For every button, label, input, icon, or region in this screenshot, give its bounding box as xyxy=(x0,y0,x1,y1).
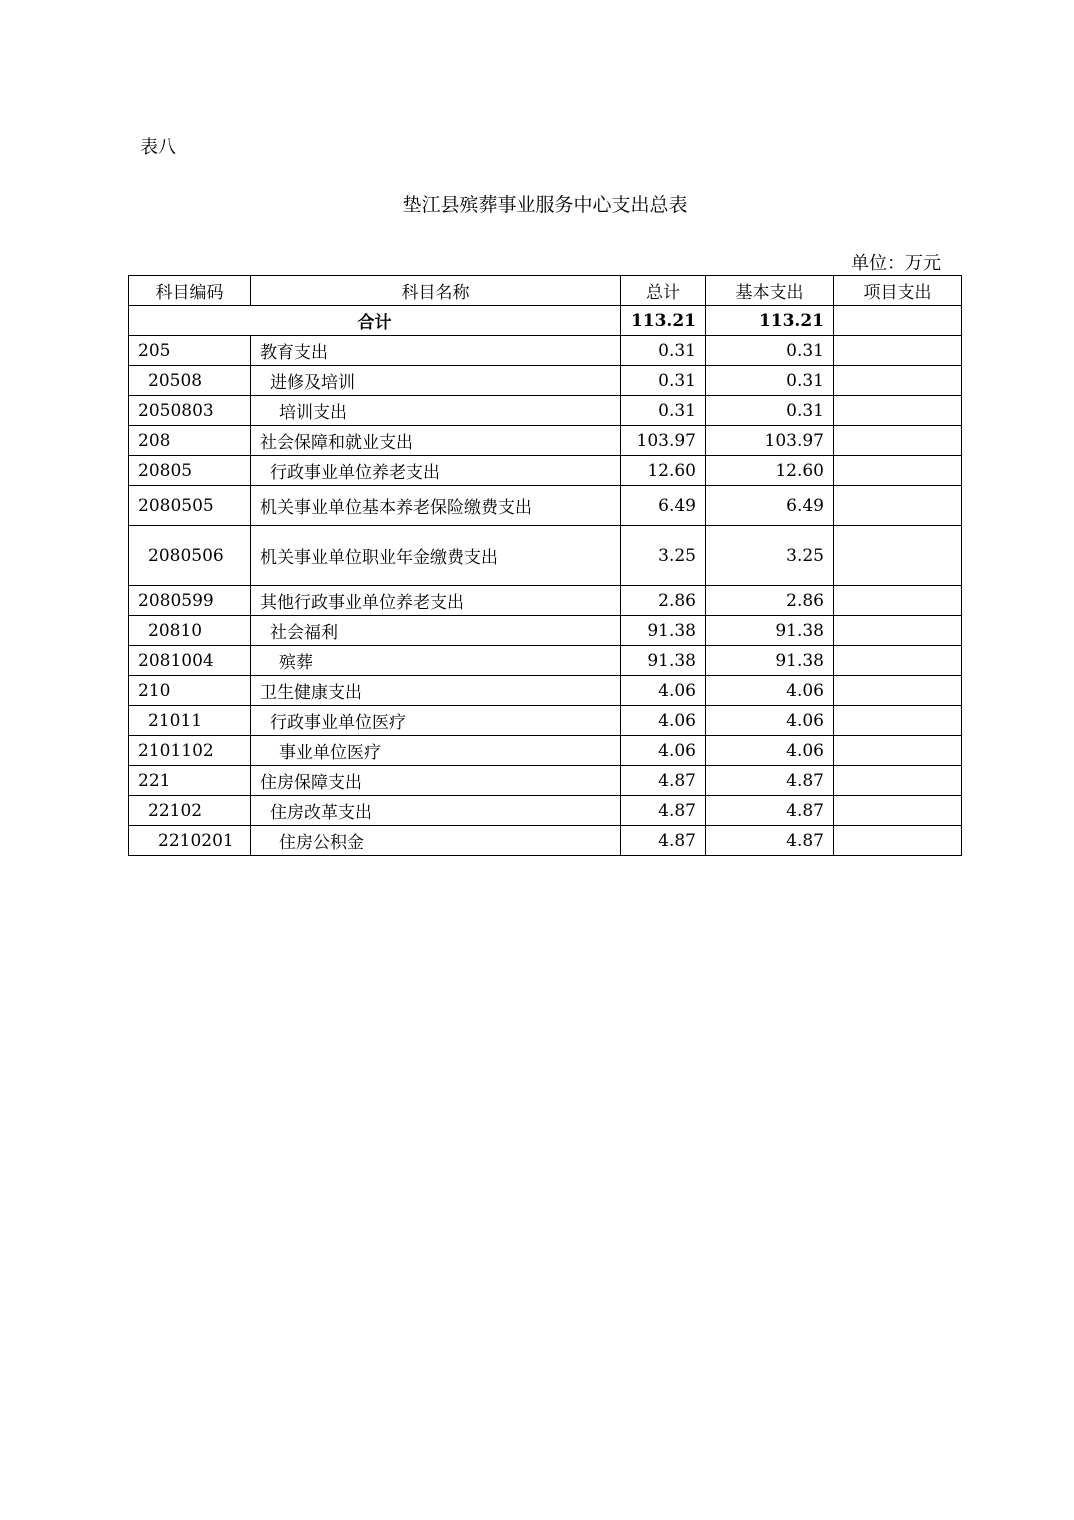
row-total: 4.87 xyxy=(621,766,706,796)
table-row xyxy=(129,676,962,706)
row-project xyxy=(834,586,962,616)
row-name: 社会保障和就业支出 xyxy=(251,426,621,456)
row-basic: 4.06 xyxy=(706,706,834,736)
row-code: 20508 xyxy=(129,366,251,396)
row-code: 208 xyxy=(129,426,251,456)
row-name: 机关事业单位基本养老保险缴费支出 xyxy=(251,486,621,526)
row-total: 4.87 xyxy=(621,796,706,826)
row-name: 殡葬 xyxy=(251,646,621,676)
row-total: 4.06 xyxy=(621,706,706,736)
row-project xyxy=(834,826,962,856)
row-basic: 4.06 xyxy=(706,736,834,766)
row-basic: 3.25 xyxy=(706,526,834,586)
total-basic: 113.21 xyxy=(706,306,834,336)
row-project xyxy=(834,396,962,426)
row-code: 2080599 xyxy=(129,586,251,616)
table-row xyxy=(129,366,962,396)
expense-summary-table xyxy=(128,275,962,856)
row-basic: 0.31 xyxy=(706,336,834,366)
row-project xyxy=(834,766,962,796)
table-row xyxy=(129,586,962,616)
header-name: 科目名称 xyxy=(251,276,621,306)
header-basic: 基本支出 xyxy=(706,276,834,306)
row-total: 4.06 xyxy=(621,676,706,706)
table-row xyxy=(129,796,962,826)
table-row xyxy=(129,426,962,456)
table-row xyxy=(129,396,962,426)
table-row xyxy=(129,456,962,486)
row-name: 行政事业单位医疗 xyxy=(251,706,621,736)
row-project xyxy=(834,706,962,736)
row-basic: 12.60 xyxy=(706,456,834,486)
row-code: 2210201 xyxy=(129,826,251,856)
row-name: 住房公积金 xyxy=(251,826,621,856)
row-name: 机关事业单位职业年金缴费支出 xyxy=(251,526,621,586)
document-title: 垫江县殡葬事业服务中心支出总表 xyxy=(402,194,688,216)
row-basic: 91.38 xyxy=(706,616,834,646)
table-row xyxy=(129,336,962,366)
row-total: 91.38 xyxy=(621,616,706,646)
total-label: 合计 xyxy=(129,306,621,336)
row-code: 2080506 xyxy=(129,526,251,586)
table-row xyxy=(129,486,962,526)
row-name: 进修及培训 xyxy=(251,366,621,396)
row-total: 2.86 xyxy=(621,586,706,616)
row-basic: 4.87 xyxy=(706,826,834,856)
row-name: 社会福利 xyxy=(251,616,621,646)
total-sum: 113.21 xyxy=(621,306,706,336)
row-code: 21011 xyxy=(129,706,251,736)
row-basic: 91.38 xyxy=(706,646,834,676)
table-row xyxy=(129,766,962,796)
row-project xyxy=(834,526,962,586)
total-project xyxy=(834,306,962,336)
row-code: 22102 xyxy=(129,796,251,826)
row-basic: 4.87 xyxy=(706,766,834,796)
row-code: 20805 xyxy=(129,456,251,486)
header-total: 总计 xyxy=(621,276,706,306)
table-row xyxy=(129,526,962,586)
table-row xyxy=(129,826,962,856)
header-project: 项目支出 xyxy=(834,276,962,306)
row-code: 205 xyxy=(129,336,251,366)
row-basic: 0.31 xyxy=(706,366,834,396)
row-project xyxy=(834,486,962,526)
row-project xyxy=(834,456,962,486)
row-total: 3.25 xyxy=(621,526,706,586)
row-name: 住房改革支出 xyxy=(251,796,621,826)
table-row xyxy=(129,616,962,646)
row-basic: 0.31 xyxy=(706,396,834,426)
row-project xyxy=(834,676,962,706)
unit-label: 单位：万元 xyxy=(851,253,941,274)
row-name: 行政事业单位养老支出 xyxy=(251,456,621,486)
total-row xyxy=(129,306,962,336)
table-label: 表八 xyxy=(140,137,176,158)
row-name: 卫生健康支出 xyxy=(251,676,621,706)
row-total: 103.97 xyxy=(621,426,706,456)
row-total: 4.87 xyxy=(621,826,706,856)
table-row xyxy=(129,646,962,676)
row-project xyxy=(834,796,962,826)
row-project xyxy=(834,426,962,456)
row-basic: 4.87 xyxy=(706,796,834,826)
row-basic: 4.06 xyxy=(706,676,834,706)
row-project xyxy=(834,366,962,396)
table-row xyxy=(129,706,962,736)
row-total: 0.31 xyxy=(621,336,706,366)
row-total: 0.31 xyxy=(621,396,706,426)
row-code: 2080505 xyxy=(129,486,251,526)
row-code: 2101102 xyxy=(129,736,251,766)
row-project xyxy=(834,646,962,676)
row-total: 0.31 xyxy=(621,366,706,396)
row-total: 6.49 xyxy=(621,486,706,526)
table-header-row xyxy=(129,276,962,306)
row-total: 91.38 xyxy=(621,646,706,676)
row-basic: 103.97 xyxy=(706,426,834,456)
row-name: 住房保障支出 xyxy=(251,766,621,796)
row-code: 2081004 xyxy=(129,646,251,676)
row-project xyxy=(834,336,962,366)
row-total: 12.60 xyxy=(621,456,706,486)
header-code: 科目编码 xyxy=(129,276,251,306)
row-total: 4.06 xyxy=(621,736,706,766)
row-name: 事业单位医疗 xyxy=(251,736,621,766)
row-code: 2050803 xyxy=(129,396,251,426)
row-code: 221 xyxy=(129,766,251,796)
row-code: 20810 xyxy=(129,616,251,646)
row-code: 210 xyxy=(129,676,251,706)
table-row xyxy=(129,736,962,766)
row-name: 教育支出 xyxy=(251,336,621,366)
row-project xyxy=(834,616,962,646)
row-name: 其他行政事业单位养老支出 xyxy=(251,586,621,616)
row-name: 培训支出 xyxy=(251,396,621,426)
row-project xyxy=(834,736,962,766)
row-basic: 6.49 xyxy=(706,486,834,526)
row-basic: 2.86 xyxy=(706,586,834,616)
